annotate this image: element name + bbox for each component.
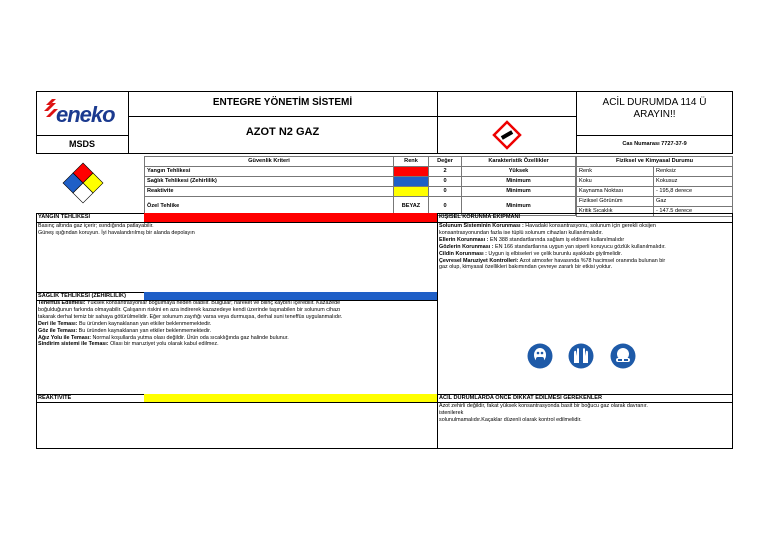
hazard-value: 0 [429,187,462,197]
physical-table [576,156,733,217]
emergency-line-2: ARAYIN!! [633,109,676,120]
color-swatch: BEYAZ [394,197,429,216]
brand-name: eneko [56,102,115,127]
hazard-value: 2 [429,167,462,177]
ppe-line [439,230,731,237]
physical-key: Fiziksel Görünüm [577,197,654,207]
health-text-part: Bu üründen kaynaklanan yan etkiler beklenmemektedir. [77,327,212,334]
physical-key: Renk [577,167,654,177]
health-blue-bar [144,292,437,300]
health-line [38,307,435,314]
health-text-part: Bu üründen kaynaklanan yan etkiler beklenmemektedir. [77,320,212,327]
gloves-icon [568,343,594,369]
hazard-label: Yangın Tehlikesi [145,167,394,177]
ppe-line [439,251,731,258]
cas-number: Cas Numarası 7727-37-9 [622,141,687,147]
ppe-text-part: konsantrasyonundan fazla ise tüplü solunum cihazları kullanılmalıdır. [439,229,603,236]
company-logo [42,97,124,131]
table-row [577,167,733,177]
health-text-part: Yüksek konsantrasyonlar boğulmaya neden olabilir. Bulgular; hareket ve bilinç kaybını içerebilir. Kazazede [85,300,341,306]
goggles-icon [610,343,636,369]
health-bold: Göz ile Teması: [38,327,78,334]
emergency-title: ACİL DURUMLARDA ÖNCE DİKKAT EDİLMESİ GEREKENLER [439,395,603,401]
table-row [577,197,733,207]
health-text-part: Olası bir maruziyet yolu olarak kabul edilmez. [108,341,219,348]
color-swatch [394,177,429,187]
health-text [38,300,435,348]
system-title: ENTEGRE YÖNETİM SİSTEMİ [212,97,353,108]
health-text-part: takarak derhal temiz bir sahaya götürülmelidir. Eğer solunum zayıfığı varsa veya durmuşsa, derhal suni teneffüs uygulanmalıdır. [38,313,343,320]
table-row [577,187,733,197]
table-row [145,187,576,197]
emergency-text: Azot zehirli değildir, fakat yüksek konsantrasyonda basit bir boğucu gaz olarak davranır. istenilerek solunulmamalıdır.Kaçaklar düzenli olarak kontrol edilmelidir. [439,403,648,423]
hazard-label: Özel Tehlike [145,197,394,216]
warning-diamond-icon [492,120,522,150]
health-bold: Deri ile Teması: [38,320,78,327]
hazard-level: Minimum [462,187,576,197]
hazard-label: Sağlık Tehlikesi (Zehirlilik) [145,177,394,187]
hazard-header-color: Renk [394,157,429,167]
hazard-header-characteristics: Karakteristik Özellikler [462,157,576,167]
ppe-bold: Gözlerin Korunması : [439,243,494,250]
physical-key: Koku [577,177,654,187]
ppe-bold: Çevresel Maruziyet Kontrolleri: [439,257,519,264]
health-line [38,314,435,321]
health-bold: Teneffüs Edilmesi: [38,300,86,306]
physical-value: Gaz [654,197,733,207]
hazard-table [144,156,576,216]
hazard-header-value: Değer [429,157,462,167]
color-swatch [394,187,429,197]
fire-title: YANGIN TEHLİKESİ [38,214,91,220]
respirator-icon [527,343,553,369]
physical-value: - 195,8 derece [654,187,733,197]
ppe-text-part: EN 388 standartlarında sağlam iş eldiveni kullanılmalıdır [488,236,625,243]
hazard-level: Minimum [462,197,576,216]
table-row [145,177,576,187]
hazard-header-criteria: Güvenlik Kriteri [145,157,394,167]
ppe-line [439,264,731,271]
hazard-label: Reaktivite [145,187,394,197]
health-bold: Sindirim sistemi ile Teması: [38,341,109,348]
physical-key: Kritik Sıcaklık [577,207,654,217]
emergency-call [576,97,733,121]
physical-value: Kokusuz [654,177,733,187]
health-bold: Ağız Yolu ile Teması: [38,334,92,341]
ppe-line [439,258,731,265]
hazard-level: Minimum [462,177,576,187]
fire-text: Basınç altında gaz içerir; ısındığında patlayabilir. Güneş ışığından koruyun. İyi havalandırılmış bir alanda depolayın [38,223,195,236]
ppe-bold: Cildin Korunması : [439,250,487,257]
ppe-text [439,223,731,271]
product-name: AZOT N2 GAZ [245,126,320,138]
ppe-text-part: Azot atmosfer havasında %78 hacimsel oranında bulunan bir [518,257,666,264]
ppe-title: KİŞİSEL KORUNMA EKİPMANI [439,214,521,220]
reactivity-title: REAKTİVİTE [38,395,72,401]
ppe-line [439,244,731,251]
physical-value: Renksiz [654,167,733,177]
nfpa-diamond-icon [62,162,104,204]
reactivity-yellow-bar [144,394,437,402]
fire-red-bar [144,213,437,222]
health-text-part: boğulduğunun farkında olmayabilir. Çalışanın riskini en aza indirerek kazazedeye kendi üzerinde taşınabilen bir solunum cihazı [38,306,341,313]
ppe-bold: Ellerin Korunması : [439,236,489,243]
table-row [145,167,576,177]
physical-value: - 147.5 derece [654,207,733,217]
table-row [577,177,733,187]
ppe-text-part: gaz olup, kimyasal özellikleri bakımından çevreye zararlı bir etkisi yoktur. [439,264,613,271]
health-title: SAĞLIK TEHLİKESİ (ZEHİRLİLİK) [38,293,126,299]
ppe-bold: Solunum Sisteminin Korunması : [439,223,524,229]
health-line [38,335,435,342]
doc-type: MSDS [68,139,95,149]
ppe-text-part: Uygun iş elbiseleri ve çelik burunlu ayakkabı giyilmelidir. [486,250,623,257]
emergency-line-1: ACİL DURUMDA 114 Ü [602,97,707,108]
health-line [38,300,435,307]
hazard-level: Yüksek [462,167,576,177]
ppe-text-part: EN 166 standartlarına uygun yan siperli koruyucu gözlük kullanılmalıdır. [493,243,666,250]
health-text-part: Normal koşullarda yutma olası değildir. Ürün oda sıcaklığında gaz halinde bulunur. [91,334,289,341]
hazard-value: 0 [429,177,462,187]
ppe-text-part: Havadaki konsantrasyonu, solunum için gerekli oksijen [523,223,656,229]
hazard-value: 0 [429,197,462,216]
physical-title: Fiziksel ve Kimyasal Durumu [577,157,733,167]
health-line [38,328,435,335]
health-line [38,341,435,348]
ppe-line [439,223,731,230]
physical-key: Kaynama Noktası [577,187,654,197]
color-swatch [394,167,429,177]
health-line [38,321,435,328]
ppe-line [439,237,731,244]
